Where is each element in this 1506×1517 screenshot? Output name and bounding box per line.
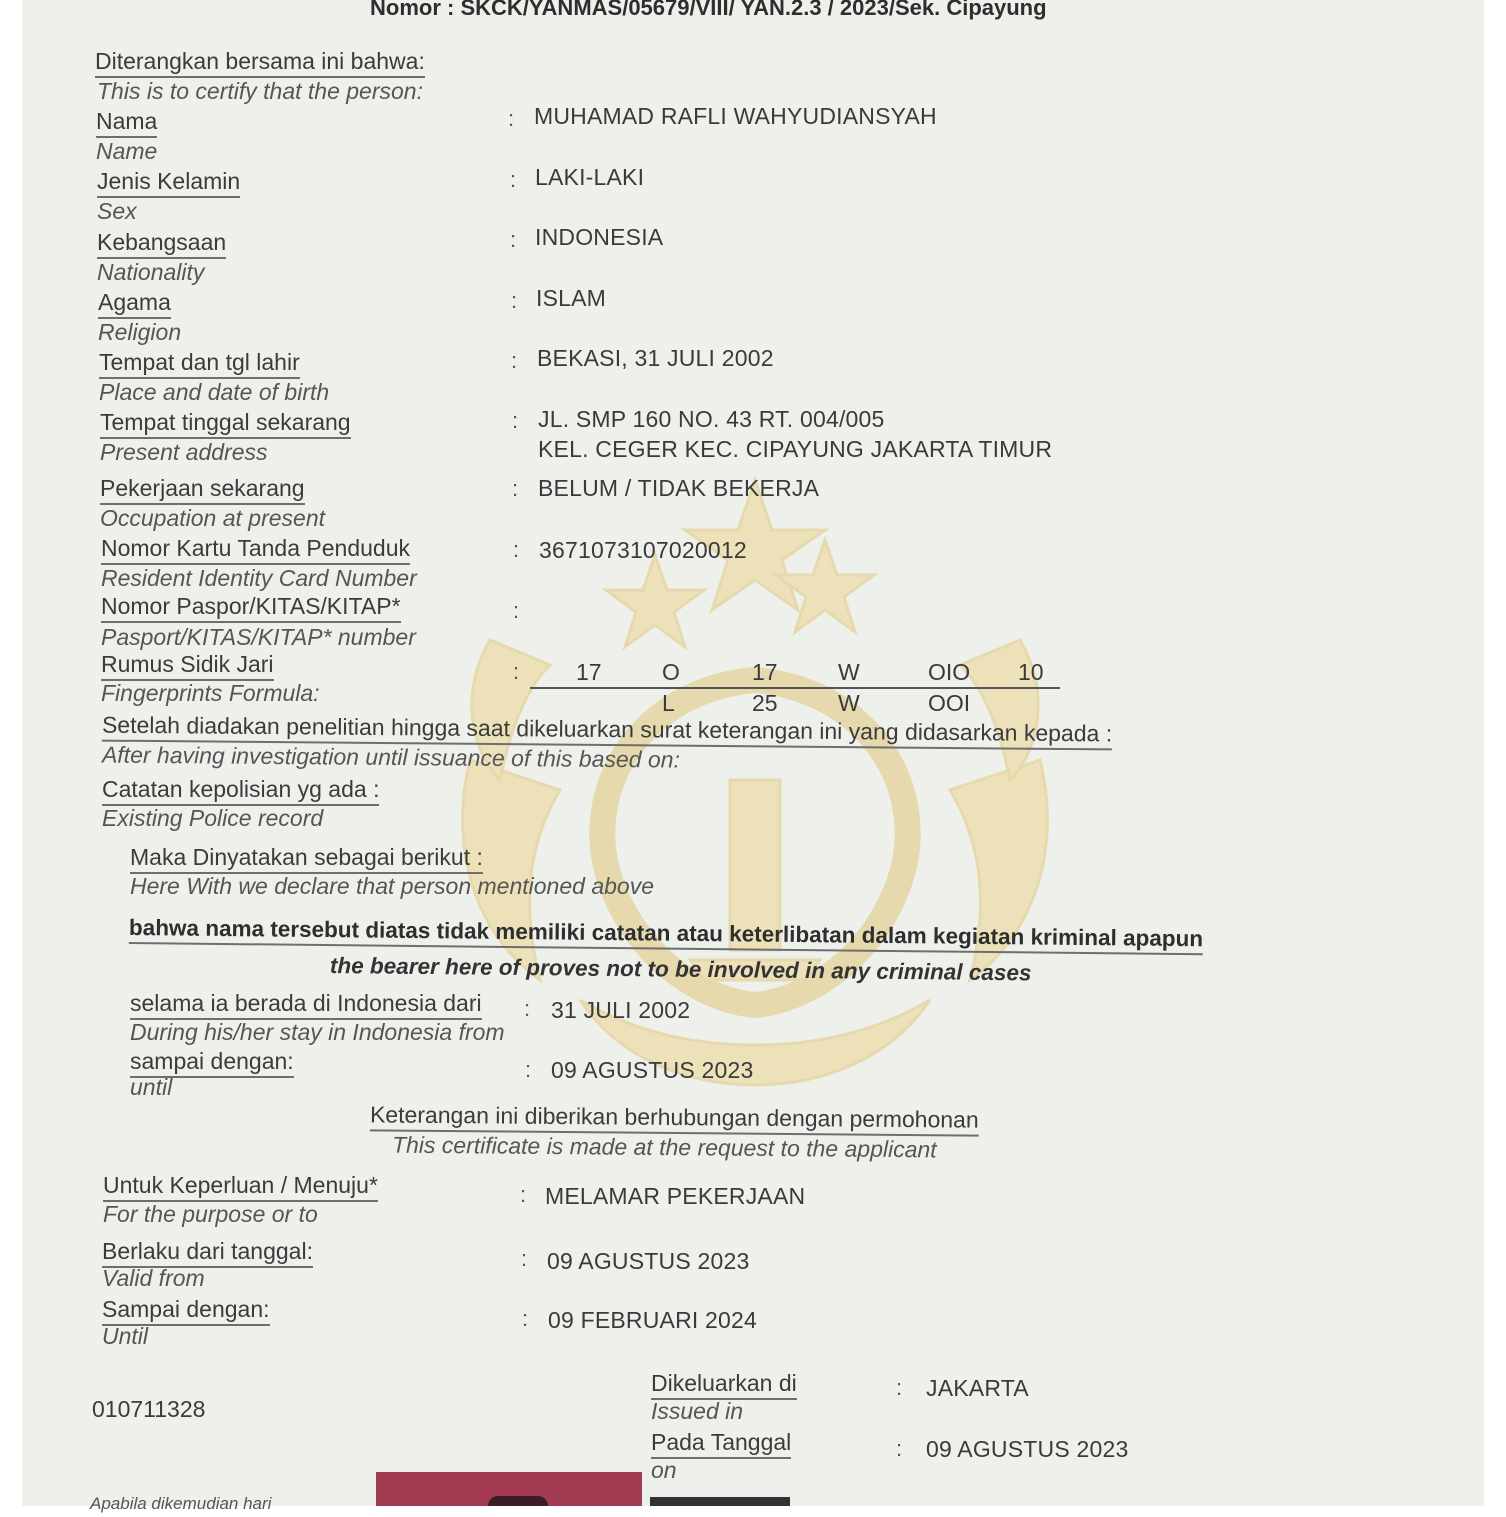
valid-until-label-en: Until xyxy=(102,1323,149,1349)
valid-from-value: 09 AGUSTUS 2023 xyxy=(547,1248,750,1274)
issued-in-label-en: Issued in xyxy=(651,1398,744,1424)
colon: : xyxy=(513,537,520,562)
colon: : xyxy=(510,167,517,192)
colon: : xyxy=(521,1246,528,1271)
valid-until-value: 09 FEBRUARI 2024 xyxy=(548,1307,758,1333)
field-label-birth: Tempat dan tgl lahir xyxy=(99,349,300,379)
field-label-en-religion: Religion xyxy=(98,319,182,345)
fp-bottom: OOI xyxy=(928,690,971,716)
declaration-label: Maka Dinyatakan sebagai berikut : xyxy=(130,844,483,874)
value-name: MUHAMAD RAFLI WAHYUDIANSYAH xyxy=(534,103,937,129)
value-occupation: BELUM / TIDAK BEKERJA xyxy=(538,475,820,501)
photo-silhouette xyxy=(488,1496,548,1506)
value-birth: BEKASI, 31 JULI 2002 xyxy=(537,345,774,371)
fp-top: OIO xyxy=(928,659,971,685)
intro-label: Diterangkan bersama ini bahwa: xyxy=(95,48,425,78)
value-address-line1: JL. SMP 160 NO. 43 RT. 004/005 xyxy=(538,406,885,432)
field-label-en-sex: Sex xyxy=(97,198,137,224)
value-sex: LAKI-LAKI xyxy=(535,164,645,190)
fp-top: 17 xyxy=(752,659,778,685)
stay-until-value: 09 AGUSTUS 2023 xyxy=(551,1057,754,1083)
stay-until-label-en: until xyxy=(130,1074,173,1100)
colon: : xyxy=(513,659,520,684)
request-text: Keterangan ini diberikan berhubungan dengan permohonan xyxy=(370,1101,979,1136)
investigation-text: Setelah diadakan penelitian hingga saat dikeluarkan surat keterangan ini yang didasarkan kepada : xyxy=(102,712,1112,751)
value-nationality: INDONESIA xyxy=(535,224,664,250)
colon: : xyxy=(513,598,520,623)
field-label-en-birth: Place and date of birth xyxy=(99,379,330,405)
stay-from-label: selama ia berada di Indonesia dari xyxy=(130,990,482,1020)
value-address-line2: KEL. CEGER KEC. CIPAYUNG JAKARTA TIMUR xyxy=(538,436,1053,462)
signature-title-fragment xyxy=(650,1497,790,1506)
valid-from-label-en: Valid from xyxy=(102,1265,205,1291)
valid-until-label: Sampai dengan: xyxy=(102,1296,270,1326)
serial-number: 010711328 xyxy=(92,1396,206,1422)
fp-bottom: L xyxy=(662,690,675,716)
footer-note: Apabila dikemudian hari xyxy=(90,1494,272,1513)
field-label-en-nik: Resident Identity Card Number xyxy=(101,565,417,591)
issued-date-label-en: on xyxy=(651,1457,677,1483)
field-label-religion: Agama xyxy=(98,289,171,319)
stay-until-label: sampai dengan: xyxy=(130,1048,294,1078)
field-label-en-address: Present address xyxy=(100,439,268,465)
fp-top: 17 xyxy=(576,659,602,685)
field-label-passport: Nomor Paspor/KITAS/KITAP* xyxy=(101,593,401,623)
colon: : xyxy=(522,1306,529,1331)
fp-divider xyxy=(530,687,1060,689)
purpose-label-en: For the purpose or to xyxy=(103,1201,318,1227)
police-record-label-en: Existing Police record xyxy=(102,805,324,831)
colon: : xyxy=(511,288,518,313)
fp-bottom: W xyxy=(838,690,860,716)
fp-top: O xyxy=(662,659,680,685)
colon: : xyxy=(896,1375,903,1400)
colon: : xyxy=(520,1182,527,1207)
purpose-value: MELAMAR PEKERJAAN xyxy=(545,1183,806,1209)
police-record-label: Catatan kepolisian yg ada : xyxy=(102,776,379,806)
stay-from-label-en: During his/her stay in Indonesia from xyxy=(130,1019,505,1045)
declaration-statement: bahwa nama tersebut diatas tidak memiliki catatan atau keterlibatan dalam kegiatan kriminal apapun xyxy=(129,914,1203,955)
field-label-address: Tempat tinggal sekarang xyxy=(100,409,351,439)
fp-bottom: 25 xyxy=(752,690,778,716)
field-label-nationality: Kebangsaan xyxy=(97,229,226,259)
stay-from-value: 31 JULI 2002 xyxy=(551,997,691,1023)
issued-in-label: Dikeluarkan di xyxy=(651,1370,797,1400)
colon: : xyxy=(524,996,531,1021)
request-text-en: This certificate is made at the request to the applicant xyxy=(391,1131,937,1163)
field-label-en-occupation: Occupation at present xyxy=(100,505,326,531)
colon: : xyxy=(511,348,518,373)
field-label-name: Nama xyxy=(96,108,157,138)
colon: : xyxy=(512,476,519,501)
value-religion: ISLAM xyxy=(536,285,607,311)
purpose-label: Untuk Keperluan / Menuju* xyxy=(103,1172,378,1202)
issued-date-value: 09 AGUSTUS 2023 xyxy=(926,1436,1129,1462)
value-nik: 3671073107020012 xyxy=(539,537,747,563)
colon: : xyxy=(525,1057,532,1082)
valid-from-label: Berlaku dari tanggal: xyxy=(102,1238,313,1268)
field-label-en-passport: Pasport/KITAS/KITAP* number xyxy=(101,624,416,650)
issued-in-value: JAKARTA xyxy=(926,1375,1029,1401)
fp-top: 10 xyxy=(1018,659,1044,685)
colon: : xyxy=(512,408,519,433)
field-label-en-fingerprint: Fingerprints Formula: xyxy=(101,680,320,706)
field-label-en-name: Name xyxy=(96,138,158,164)
field-label-occupation: Pekerjaan sekarang xyxy=(100,475,305,505)
colon: : xyxy=(510,227,517,252)
field-label-sex: Jenis Kelamin xyxy=(97,168,240,198)
colon: : xyxy=(508,106,515,131)
field-label-nik: Nomor Kartu Tanda Penduduk xyxy=(101,535,410,565)
certificate-number: Nomor : SKCK/YANMAS/05679/VIII/ YAN.2.3 / 2023/Sek. Cipayung xyxy=(370,0,1047,20)
field-label-en-nationality: Nationality xyxy=(97,259,205,285)
declaration-label-en: Here With we declare that person mentioned above xyxy=(130,873,654,899)
investigation-text-en: After having investigation until issuance of this based on: xyxy=(101,741,681,773)
colon: : xyxy=(896,1436,903,1461)
intro-label-en: This is to certify that the person: xyxy=(97,78,423,104)
applicant-photo xyxy=(376,1472,642,1506)
fp-top: W xyxy=(838,659,860,685)
issued-date-label: Pada Tanggal xyxy=(651,1429,791,1459)
field-label-fingerprint: Rumus Sidik Jari xyxy=(101,651,274,681)
declaration-statement-en: the bearer here of proves not to be involved in any criminal cases xyxy=(329,953,1032,986)
